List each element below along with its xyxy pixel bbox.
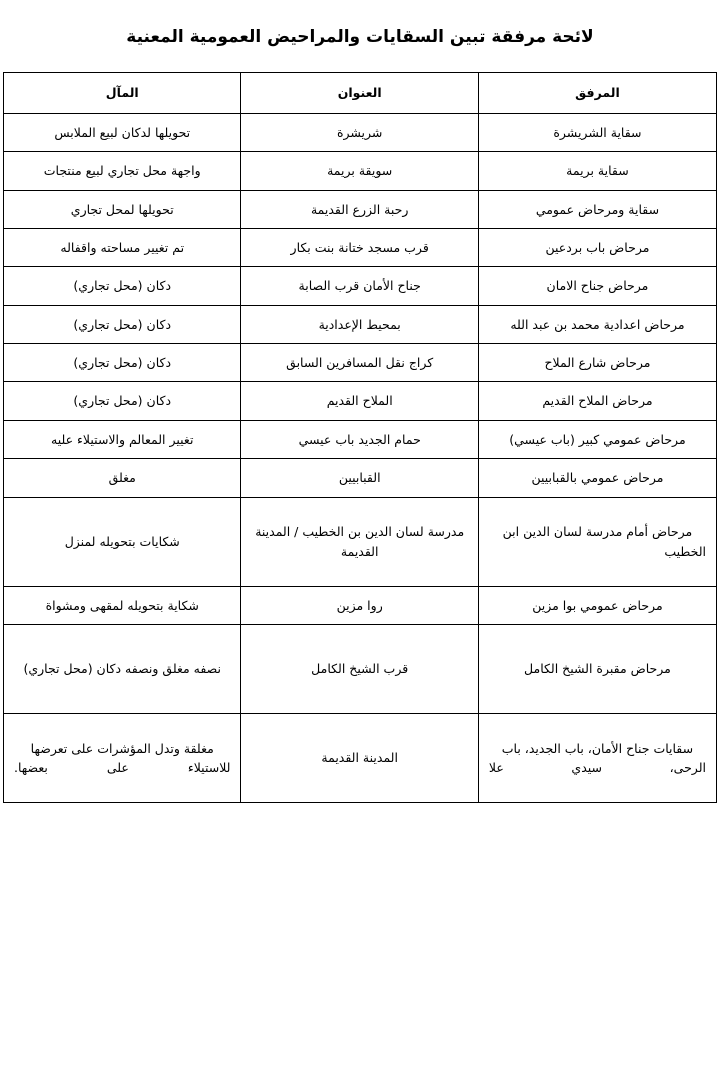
page-title: لائحة مرفقة تبين السقايات والمراحيض العمومية المعنية — [126, 27, 594, 47]
table-row — [4, 713, 717, 802]
table-row — [4, 228, 717, 266]
cell-address: بمحيط الإعدادية — [241, 305, 478, 343]
cell-address: جناح الأمان قرب الصابة — [241, 267, 478, 305]
table-row — [4, 267, 717, 305]
cell-address: القبابيين — [241, 459, 478, 497]
cell-address: قرب مسجد ختانة بنت بكار — [241, 228, 478, 266]
cell-facility: مرحاض عمومي كبير (باب عيسي) — [478, 420, 716, 458]
table-row — [4, 344, 717, 382]
table-row — [4, 152, 717, 190]
cell-status: تحويلها لدكان لبيع الملابس — [4, 113, 241, 151]
cell-status: تم تغيير مساحته واقفاله — [4, 228, 241, 266]
cell-address: المدينة القديمة — [241, 713, 478, 802]
cell-facility: مرحاض جناح الامان — [478, 267, 716, 305]
table-row — [4, 190, 717, 228]
table-row — [4, 382, 717, 420]
cell-facility: مرحاض أمام مدرسة لسان الدين ابن الخطيب — [478, 497, 716, 586]
cell-status: مغلقة وتدل المؤشرات على تعرضها للاستيلاء على بعضها. — [4, 713, 241, 802]
cell-status: تحويلها لمحل تجاري — [4, 190, 241, 228]
cell-address: مدرسة لسان الدين بن الخطيب / المدينة القديمة — [241, 497, 478, 586]
cell-facility: سقاية الشريشرة — [478, 113, 716, 151]
facilities-table — [3, 72, 717, 803]
table-row — [4, 586, 717, 624]
cell-status: دكان (محل تجاري) — [4, 305, 241, 343]
cell-facility: سقاية ومرحاض عمومي — [478, 190, 716, 228]
cell-status: تغيير المعالم والاستيلاء عليه — [4, 420, 241, 458]
cell-address: سويقة بريمة — [241, 152, 478, 190]
cell-status: شكاية بتحويله لمقهى ومشواة — [4, 586, 241, 624]
cell-facility: سقاية بريمة — [478, 152, 716, 190]
cell-address: كراج نقل المسافرين السابق — [241, 344, 478, 382]
table-row — [4, 113, 717, 151]
table-header — [4, 72, 717, 113]
table-row — [4, 459, 717, 497]
cell-facility: مرحاض مقبرة الشيخ الكامل — [478, 624, 716, 713]
cell-address: رحبة الزرع القديمة — [241, 190, 478, 228]
cell-address: الملاح القديم — [241, 382, 478, 420]
table-header-row — [4, 72, 717, 113]
cell-address: قرب الشيخ الكامل — [241, 624, 478, 713]
document-page — [0, 26, 720, 1066]
cell-address: شريشرة — [241, 113, 478, 151]
cell-address: روا مزين — [241, 586, 478, 624]
cell-status: دكان (محل تجاري) — [4, 267, 241, 305]
table-row — [4, 305, 717, 343]
column-header-facility: المرفق — [478, 72, 716, 113]
cell-facility: مرحاض عمومي بالقبابيين — [478, 459, 716, 497]
cell-facility: مرحاض باب بردعين — [478, 228, 716, 266]
cell-facility: مرحاض اعدادية محمد بن عبد الله — [478, 305, 716, 343]
cell-status: مغلق — [4, 459, 241, 497]
cell-facility: مرحاض عمومي بوا مزين — [478, 586, 716, 624]
cell-facility: سقايات جناح الأمان، باب الجديد، باب الرحى، سيدي علا — [478, 713, 716, 802]
table-row — [4, 497, 717, 586]
column-header-address: العنوان — [241, 72, 478, 113]
table-row — [4, 420, 717, 458]
cell-facility: مرحاض شارع الملاح — [478, 344, 716, 382]
cell-facility: مرحاض الملاح القديم — [478, 382, 716, 420]
cell-status: دكان (محل تجاري) — [4, 344, 241, 382]
table-body — [4, 113, 717, 802]
cell-address: حمام الجديد باب عيسي — [241, 420, 478, 458]
cell-status: واجهة محل تجاري لبيع منتجات — [4, 152, 241, 190]
cell-status: نصفه مغلق ونصفه دكان (محل تجاري) — [4, 624, 241, 713]
cell-status: شكايات بتحويله لمنزل — [4, 497, 241, 586]
table-row — [4, 624, 717, 713]
column-header-status: المآل — [4, 72, 241, 113]
cell-status: دكان (محل تجاري) — [4, 382, 241, 420]
